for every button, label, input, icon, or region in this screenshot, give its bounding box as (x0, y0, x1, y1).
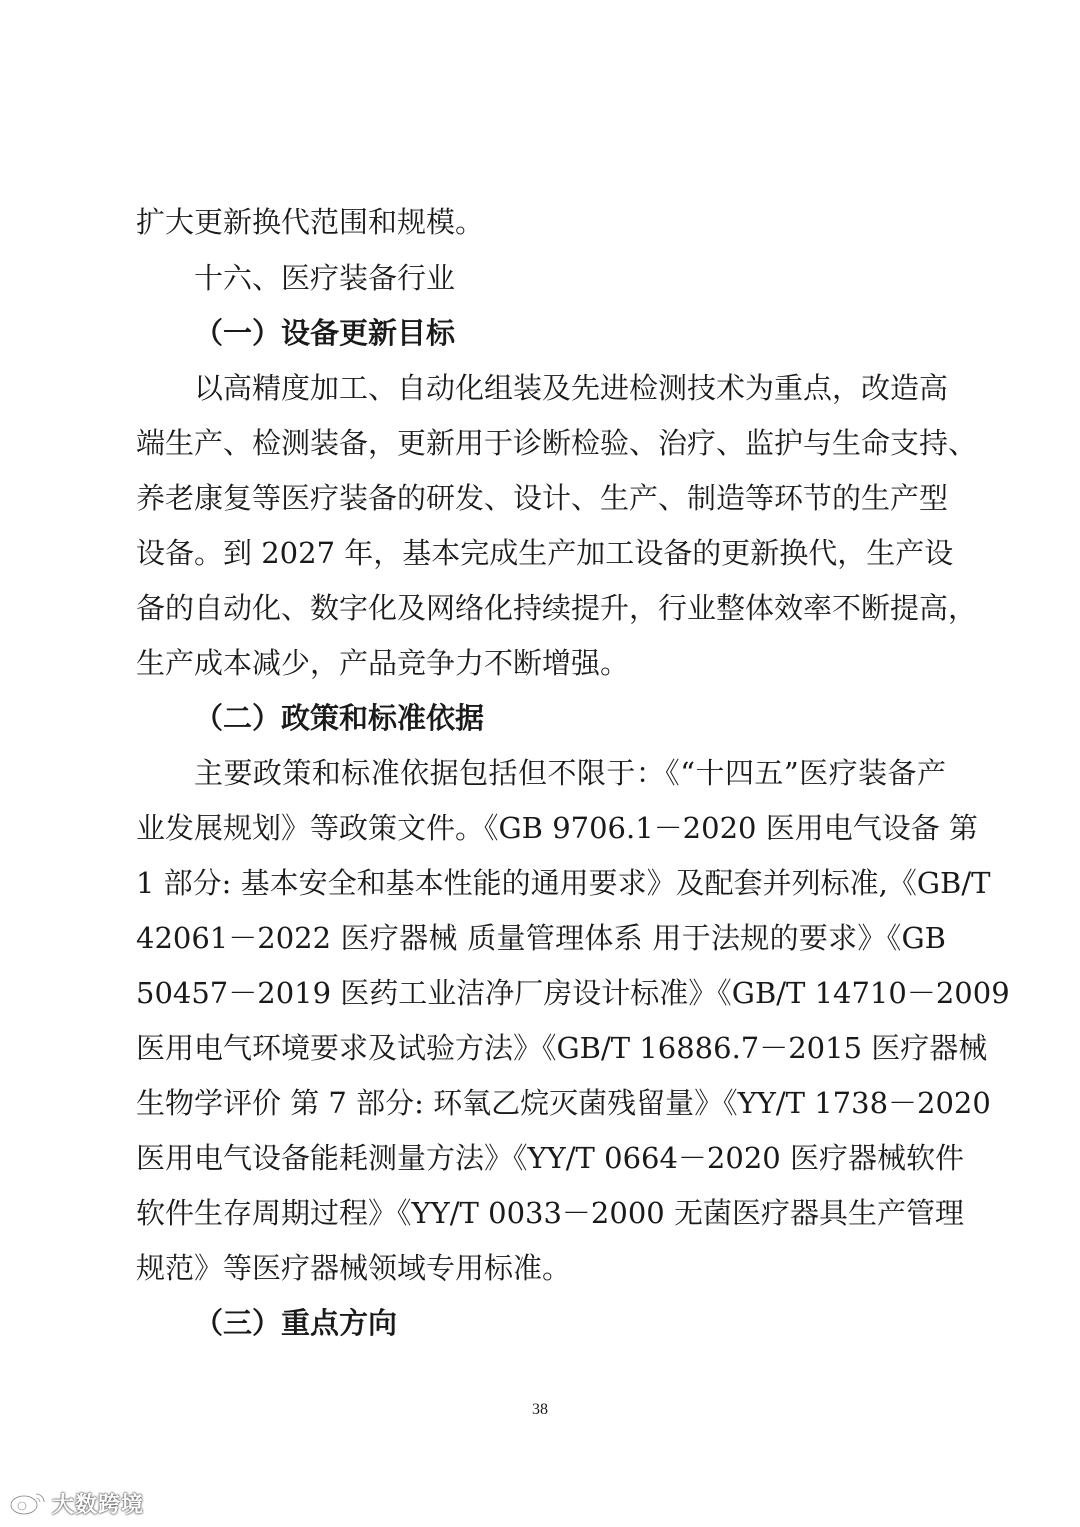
paragraph-line: 生产成本减少，产品竞争力不断增强。 (136, 646, 630, 680)
paragraph-line: 备的自动化、数字化及网络化持续提升，行业整体效率不断提高， (136, 591, 978, 625)
watermark-text: 大数跨境 (52, 1492, 145, 1518)
paragraph-line: 42061－2022 医疗器械 质量管理体系 用于法规的要求》《GB (136, 921, 946, 955)
paragraph-line: 生物学评价 第 7 部分: 环氧乙烷灭菌残留量》《YY/T 1738－2020 (136, 1086, 991, 1120)
paragraph-line: 医用电气环境要求及试验方法》《GB/T 16886.7－2015 医疗器械 (136, 1031, 988, 1065)
paragraph-line: 1 部分: 基本安全和基本性能的通用要求》及配套并列标准,《GB/T (136, 866, 991, 900)
paragraph-line: 医用电气设备能耗测量方法》《YY/T 0664－2020 医疗器械软件 (136, 1141, 964, 1175)
paragraph-line: 业发展规划》等政策文件。《GB 9706.1－2020 医用电气设备 第 (136, 811, 978, 845)
paragraph-line: 主要政策和标准依据包括但不限于：《“十四五”医疗装备产 (194, 756, 946, 790)
page-number: 38 (532, 1401, 548, 1418)
subsection-3-title: （三）重点方向 (194, 1306, 398, 1340)
paragraph-line: 50457－2019 医药工业洁净厂房设计标准》《GB/T 14710－2009 (136, 976, 1010, 1010)
paragraph-line: 设备。到 2027 年，基本完成生产加工设备的更新换代，生产设 (136, 536, 954, 570)
subsection-2-title: （二）政策和标准依据 (194, 701, 485, 735)
paragraph-line: 养老康复等医疗装备的研发、设计、生产、制造等环节的生产型 (136, 481, 949, 515)
continuation-line: 扩大更新换代范围和规模。 (136, 205, 485, 239)
weibo-like-logo-icon (8, 1489, 48, 1517)
paragraph-line: 规范》等医疗器械领域专用标准。 (136, 1251, 572, 1285)
paragraph-line: 软件生存周期过程》《YY/T 0033－2000 无菌医疗器具生产管理 (136, 1196, 964, 1230)
section-title: 十六、医疗装备行业 (194, 261, 456, 295)
paragraph-line: 以高精度加工、自动化组装及先进检测技术为重点，改造高 (194, 371, 949, 405)
paragraph-line: 端生产、检测装备，更新用于诊断检验、治疗、监护与生命支持、 (136, 426, 978, 460)
subsection-1-title: （一）设备更新目标 (194, 316, 456, 350)
watermark (8, 1488, 144, 1518)
